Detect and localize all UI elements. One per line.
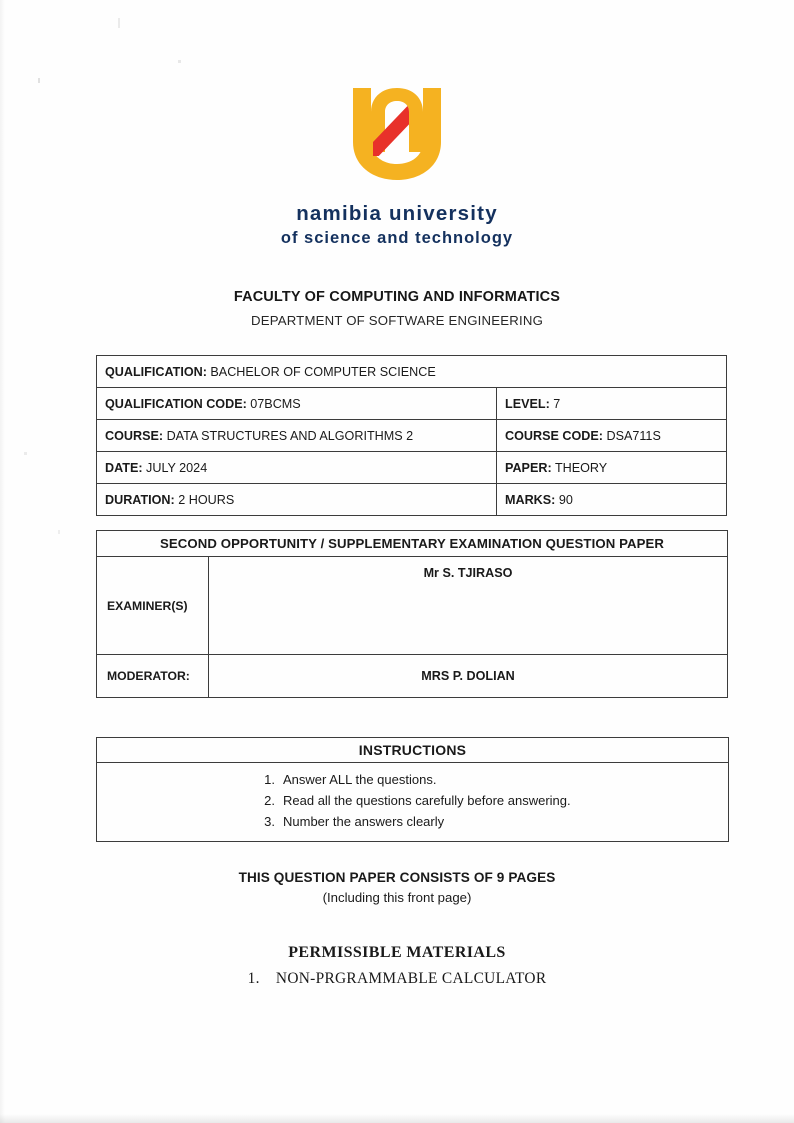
course-value: DATA STRUCTURES AND ALGORITHMS 2	[166, 428, 414, 443]
table-row	[97, 557, 728, 655]
list-item-number: 1.	[247, 970, 260, 987]
qualification-code-cell	[97, 388, 497, 420]
examiner-label: EXAMINER(S)	[97, 557, 209, 655]
course-label: COURSE:	[105, 428, 164, 443]
table-row	[97, 356, 727, 388]
list-item-number: 3.	[264, 814, 275, 830]
date-label: DATE:	[105, 460, 143, 475]
course-code-label: COURSE CODE:	[505, 428, 603, 443]
scan-speck	[178, 60, 181, 63]
department-heading: DEPARTMENT OF SOFTWARE ENGINEERING	[250, 313, 544, 328]
qualification-code-value: 07BCMS	[250, 396, 301, 411]
table-row	[97, 420, 727, 452]
qualification-details-table	[96, 355, 727, 516]
examiner-moderator-table	[96, 530, 728, 698]
course-cell	[97, 420, 497, 452]
paper-label: PAPER:	[505, 460, 552, 475]
moderator-label: MODERATOR:	[97, 655, 209, 698]
paper-cell	[497, 452, 727, 484]
permissible-materials-list	[0, 970, 794, 988]
table-row	[97, 484, 727, 516]
list-item	[257, 790, 720, 811]
scan-speck	[38, 78, 40, 83]
paper-value: THEORY	[554, 460, 608, 475]
table-row	[97, 388, 727, 420]
scan-speck	[58, 530, 60, 534]
scan-speck	[24, 452, 27, 455]
instructions-list	[105, 769, 720, 832]
course-code-cell	[497, 420, 727, 452]
level-value: 7	[553, 396, 561, 411]
date-cell	[97, 452, 497, 484]
table-row	[97, 738, 729, 763]
duration-cell	[97, 484, 497, 516]
list-item-text: Answer ALL the questions.	[283, 772, 437, 787]
instructions-body	[97, 763, 729, 842]
permissible-materials-title: PERMISSIBLE MATERIALS	[288, 944, 506, 961]
university-name-line2: of science and technology	[280, 229, 514, 248]
page-count-subline: (Including this front page)	[322, 890, 472, 905]
scan-bottom-edge-shading	[0, 1114, 794, 1123]
scan-speck	[118, 18, 120, 28]
list-item-number: 2.	[264, 793, 275, 809]
instructions-table	[96, 737, 729, 842]
level-label: LEVEL:	[505, 396, 550, 411]
moderator-name: MRS P. DOLIAN	[209, 655, 728, 698]
course-code-value: DSA711S	[606, 428, 661, 443]
university-wordmark	[0, 202, 794, 249]
list-item-text: Number the answers clearly	[283, 814, 445, 830]
university-logo	[0, 86, 794, 182]
list-item	[257, 811, 720, 832]
faculty-heading: FACULTY OF COMPUTING AND INFORMATICS	[233, 289, 561, 305]
list-item-text: NON-PRGRAMMABLE CALCULATOR	[275, 970, 547, 987]
qualification-value: BACHELOR OF COMPUTER SCIENCE	[210, 364, 436, 379]
instructions-header: INSTRUCTIONS	[97, 738, 729, 763]
qualification-cell	[97, 356, 727, 388]
university-name-line1: namibia university	[296, 202, 498, 225]
level-cell	[497, 388, 727, 420]
page-count-line: THIS QUESTION PAPER CONSISTS OF 9 PAGES	[238, 870, 556, 885]
table-row	[97, 763, 729, 842]
table-row	[97, 531, 728, 557]
marks-label: MARKS:	[505, 492, 556, 507]
qualification-code-label: QUALIFICATION CODE:	[105, 396, 247, 411]
date-value: JULY 2024	[146, 460, 208, 475]
table-row	[97, 452, 727, 484]
table-row	[97, 655, 728, 698]
duration-value: 2 HOURS	[178, 492, 235, 507]
examination-type-header: SECOND OPPORTUNITY / SUPPLEMENTARY EXAMINATION QUESTION PAPER	[97, 531, 728, 557]
examiner-name: Mr S. TJIRASO	[209, 557, 728, 655]
list-item	[257, 769, 720, 790]
marks-value: 90	[558, 492, 573, 507]
qualification-label: QUALIFICATION:	[105, 364, 207, 379]
duration-label: DURATION:	[105, 492, 175, 507]
marks-cell	[497, 484, 727, 516]
list-item-number: 1.	[264, 772, 275, 787]
list-item-text: Read all the questions carefully before answering.	[283, 793, 571, 809]
